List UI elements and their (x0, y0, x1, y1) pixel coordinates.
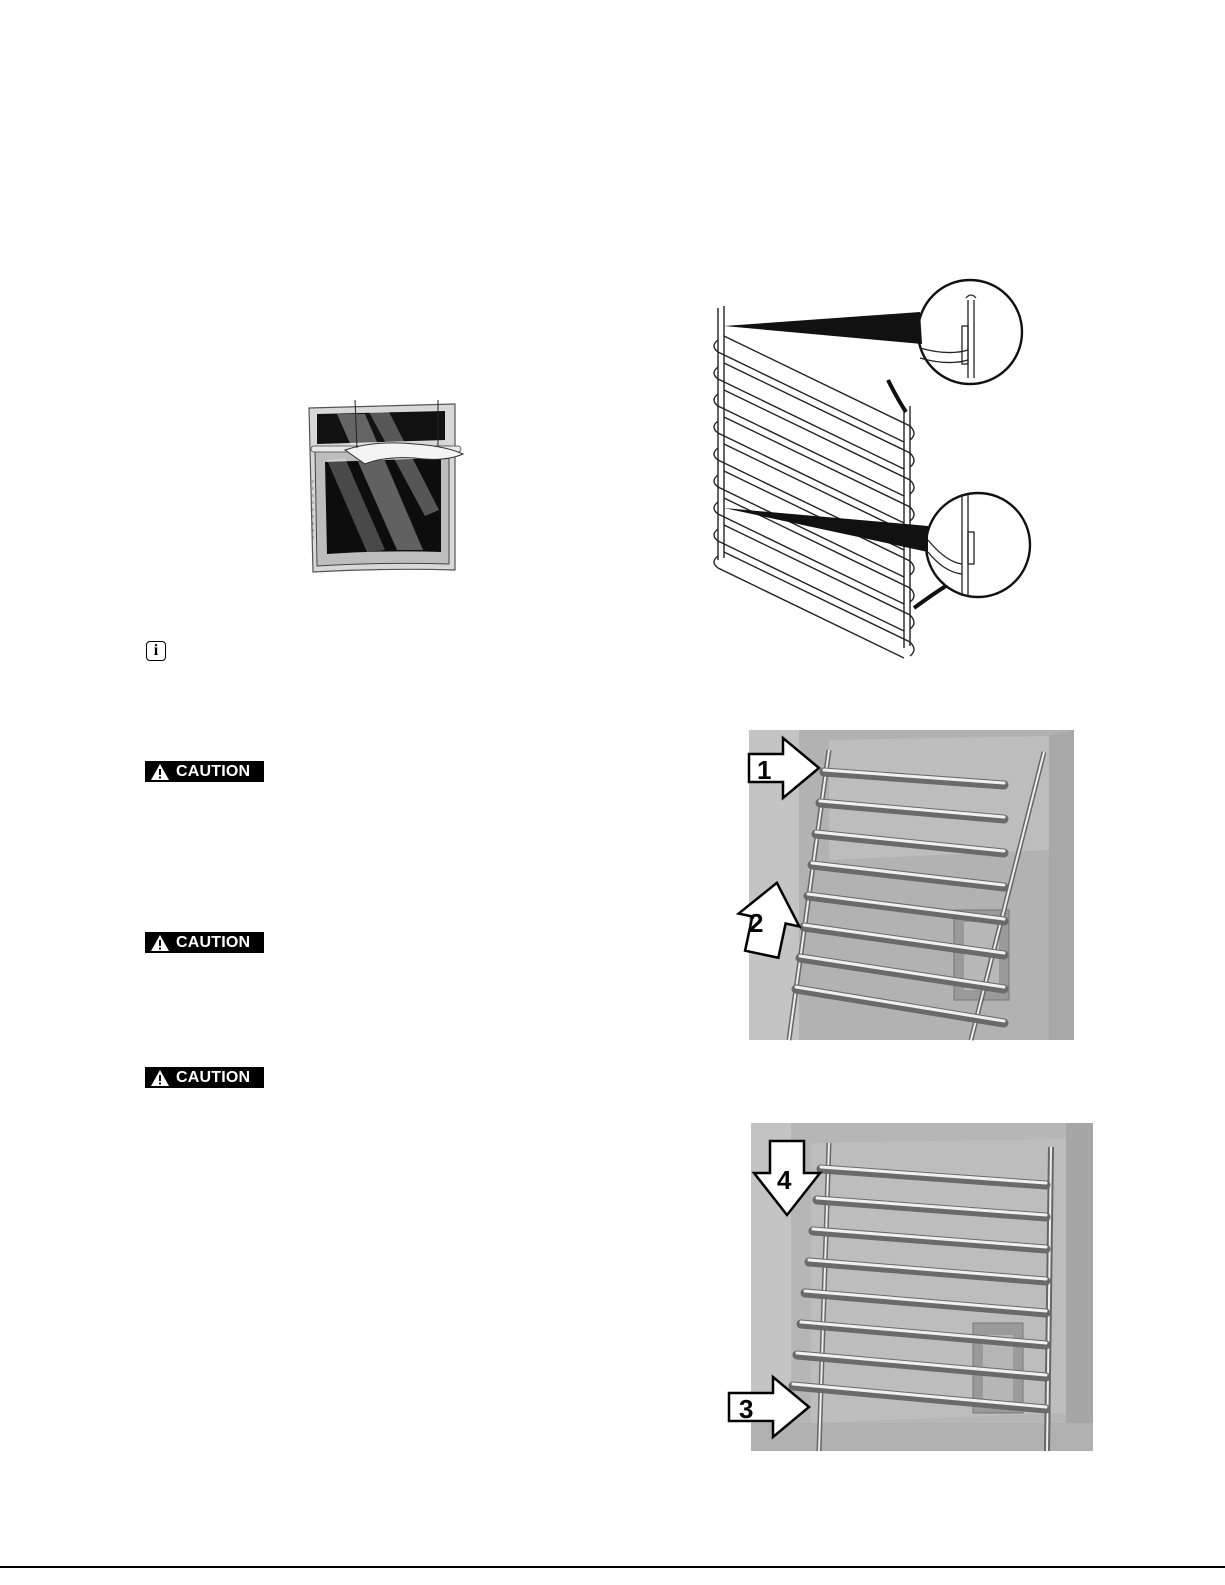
oven-illustration (305, 400, 470, 578)
step-label-3: 3 (739, 1394, 754, 1424)
warning-triangle-icon (150, 934, 170, 952)
footer-rule (0, 1566, 1225, 1568)
rack-support-diagram (700, 270, 1040, 655)
info-icon: i (146, 641, 166, 661)
caution-badge-2 (145, 932, 264, 953)
caution-label: CAUTION (176, 762, 251, 780)
caution-badge-3 (145, 1067, 264, 1088)
step-label-4: 4 (777, 1165, 792, 1195)
rack-photo-steps-1-2 (749, 730, 1074, 1040)
step-label-2: 2 (749, 908, 764, 938)
caution-label: CAUTION (176, 933, 251, 951)
warning-triangle-icon (150, 1069, 170, 1087)
step-label-1: 1 (757, 755, 772, 785)
caution-badge-1 (145, 761, 264, 782)
warning-triangle-icon (150, 763, 170, 781)
caution-label: CAUTION (176, 1068, 251, 1086)
rack-photo-steps-3-4 (739, 1123, 1093, 1451)
